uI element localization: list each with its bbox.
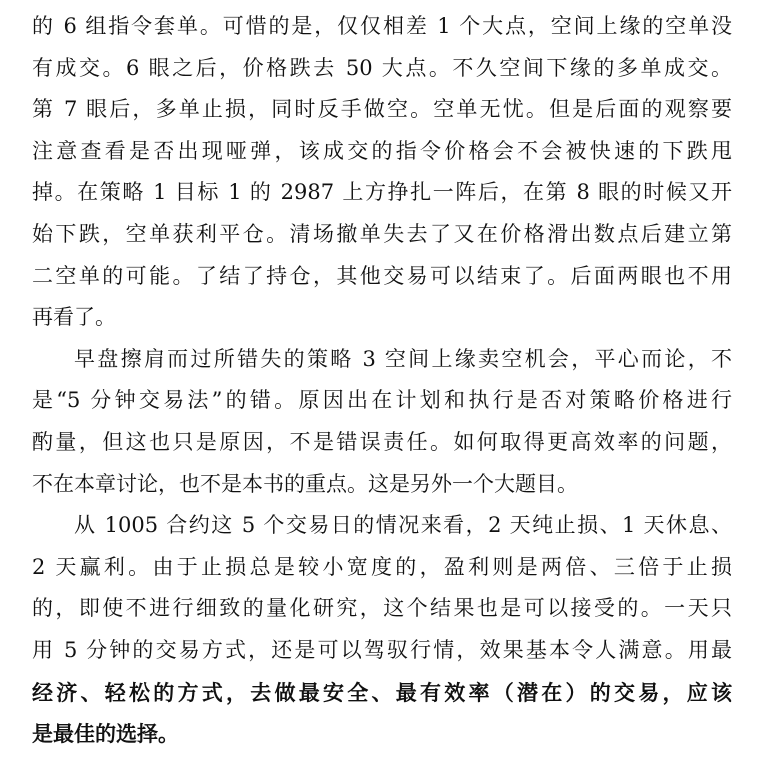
text-line: 有成交。6 眼之后，价格跌去 50 大点。不久空间下缘的多单成交。 (32, 55, 732, 80)
text-line: 的 6 组指令套单。可惜的是，仅仅相差 1 个大点，空间上缘的空单没 (32, 14, 732, 38)
text-line: 早盘擦肩而过所错失的策略 3 空间上缘卖空机会，平心而论，不 (74, 346, 732, 371)
text-line: 从 1005 合约这 5 个交易日的情况来看，2 天纯止损、1 天休息、 (74, 513, 732, 538)
text-line: 第 7 眼后，多单止损，同时反手做空。空单无忧。但是后面的观察要 (32, 97, 732, 122)
text-line: 不在本章讨论，也不是本书的重点。这是另外一个大题目。 (32, 471, 578, 496)
text-line: 掉。在策略 1 目标 1 的 2987 上方挣扎一阵后，在第 8 眼的时候又开 (32, 180, 732, 205)
text-line: 再看了。 (32, 305, 116, 330)
bold-text-line: 是最佳的选择。 (32, 721, 179, 747)
text-line: 注意查看是否出现哑弹，该成交的指令价格会不会被快速的下跌甩 (32, 138, 732, 163)
text-line: 是“5 分钟交易法”的错。原因出在计划和执行是否对策略价格进行 (32, 388, 732, 413)
text-line: 二空单的可能。了结了持仓，其他交易可以结束了。后面两眼也不用 (32, 263, 732, 288)
text-line: 始下跌，空单获利平仓。清场撤单失去了又在价格滑出数点后建立第 (32, 221, 732, 246)
paragraph-3 (32, 505, 732, 755)
document-page (32, 6, 732, 755)
bold-text-line: 经济、轻松的方式，去做最安全、最有效率（潜在）的交易，应该 (32, 679, 732, 705)
text-line: 的，即使不进行细致的量化研究，这个结果也是可以接受的。一天只 (32, 596, 732, 621)
paragraph-2 (32, 339, 732, 505)
text-line: 用 5 分钟的交易方式，还是可以驾驭行情，效果基本令人满意。用最 (32, 637, 732, 662)
text-line: 2 天赢利。由于止损总是较小宽度的，盈利则是两倍、三倍于止损 (32, 554, 732, 579)
paragraph-1 (32, 6, 732, 339)
text-line: 酌量，但这也只是原因，不是错误责任。如何取得更高效率的问题， (32, 429, 732, 454)
